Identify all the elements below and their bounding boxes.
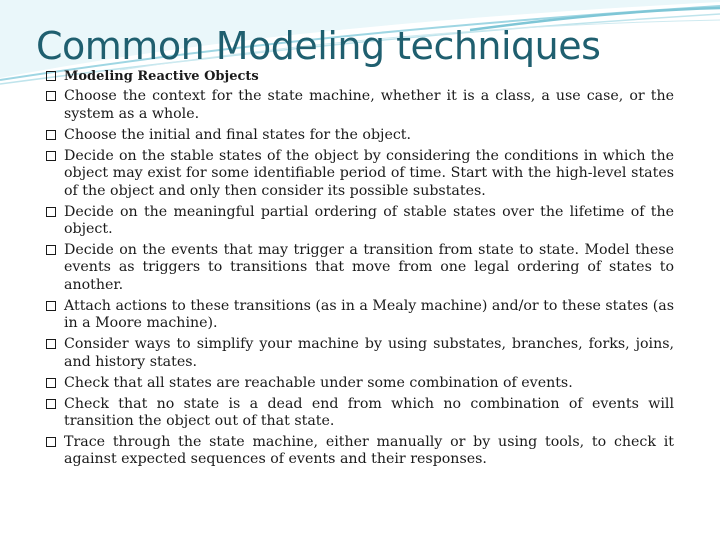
list-item: Choose the context for the state machine, whether it is a class, a use case, or the system as a whole.	[46, 88, 674, 123]
hollow-square-bullet-icon	[46, 301, 56, 311]
hollow-square-bullet-icon	[46, 207, 56, 217]
list-item: Choose the initial and final states for the object.	[46, 127, 674, 144]
list-item: Attach actions to these transitions (as in a Mealy machine) and/or to these states (as in a Moore machine).	[46, 298, 674, 333]
list-item: Modeling Reactive Objects	[46, 68, 674, 85]
hollow-square-bullet-icon	[46, 399, 56, 409]
list-item: Decide on the meaningful partial ordering of stable states over the lifetime of the object.	[46, 204, 674, 239]
list-item: Check that no state is a dead end from which no combination of events will transition the object out of that state.	[46, 396, 674, 431]
bullet-list	[46, 68, 674, 472]
hollow-square-bullet-icon	[46, 245, 56, 255]
list-item: Consider ways to simplify your machine by using substates, branches, forks, joins, and history states.	[46, 336, 674, 371]
hollow-square-bullet-icon	[46, 130, 56, 140]
list-item: Decide on the events that may trigger a transition from state to state. Model these events as triggers to transitions that move from one legal ordering of states to another.	[46, 242, 674, 294]
list-item: Check that all states are reachable under some combination of events.	[46, 375, 674, 392]
list-item: Decide on the stable states of the object by considering the conditions in which the object may exist for some identifiable period of time. Start with the high-level states of the object and only then consider its possible substates.	[46, 148, 674, 200]
slide-title: Common Modeling techniques	[36, 24, 601, 68]
hollow-square-bullet-icon	[46, 378, 56, 388]
list-item: Trace through the state machine, either manually or by using tools, to check it against expected sequences of events and their responses.	[46, 434, 674, 469]
hollow-square-bullet-icon	[46, 339, 56, 349]
hollow-square-bullet-icon	[46, 91, 56, 101]
hollow-square-bullet-icon	[46, 151, 56, 161]
hollow-square-bullet-icon	[46, 71, 56, 81]
hollow-square-bullet-icon	[46, 437, 56, 447]
